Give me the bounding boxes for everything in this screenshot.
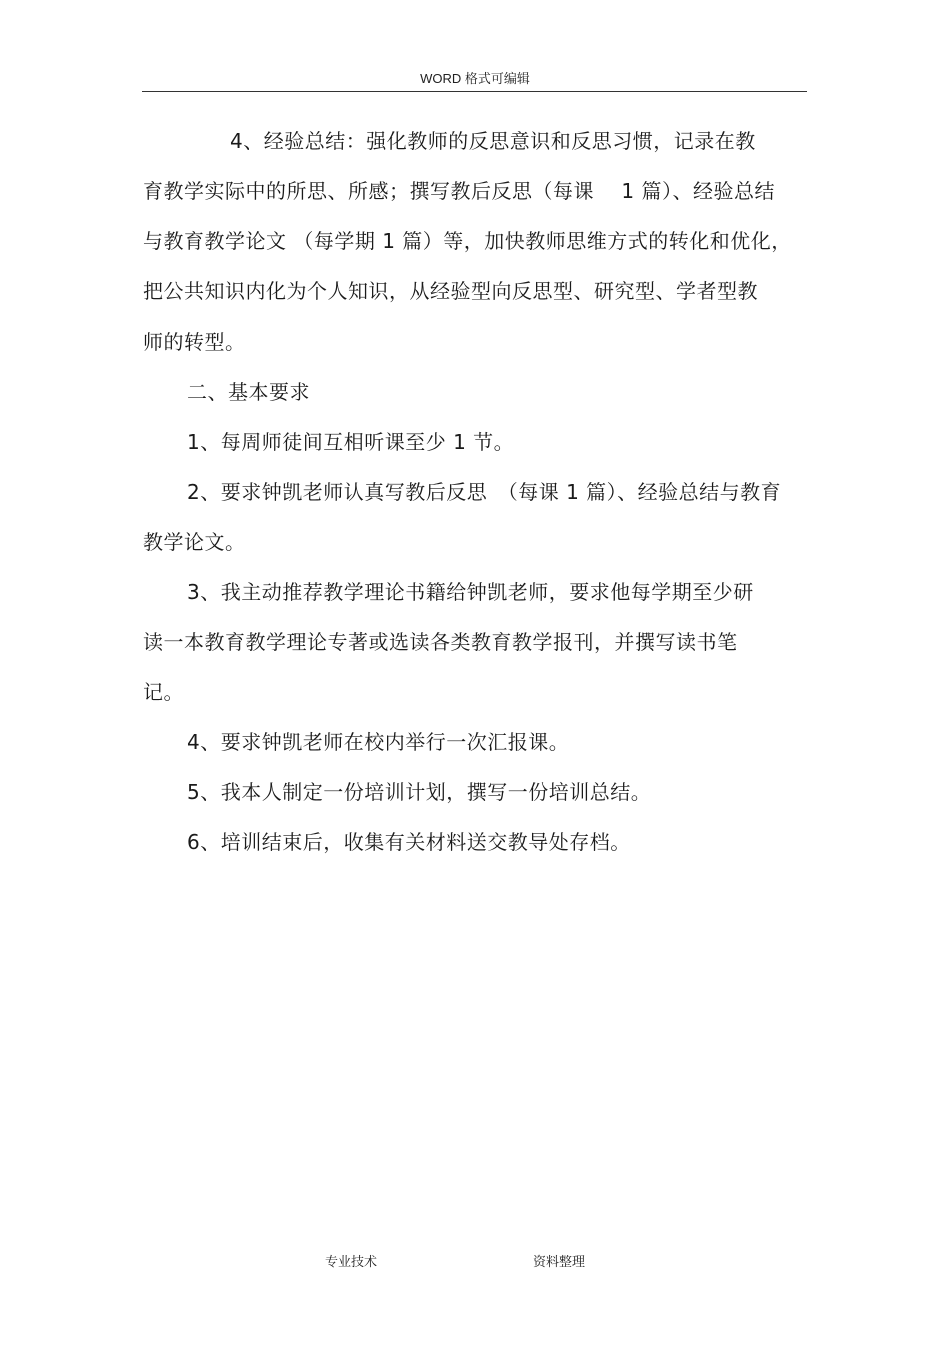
- list-item: 2、要求钟凯老师认真写教后反思 （每课 1 篇）、经验总结与教育: [187, 480, 782, 504]
- header-divider: [142, 91, 807, 92]
- footer-left-text: 专业技术: [325, 1255, 378, 1270]
- list-item: 5、我本人制定一份培训计划，撰写一份培训总结。: [187, 780, 652, 804]
- paragraph-line: 与教育教学论文 （每学期 1 篇）等，加快教师思维方式的转化和优化，: [143, 229, 792, 253]
- list-item: 1、每周师徒间互相听课至少 1 节。: [187, 430, 515, 454]
- paragraph-line: 师的转型。: [143, 330, 246, 354]
- paragraph-line: 4、经验总结：强化教师的反思意识和反思习惯，记录在教: [230, 129, 756, 153]
- list-item-continuation: 读一本教育教学理论专著或选读各类教育教学报刊，并撰写读书笔: [143, 630, 738, 654]
- section-heading: 二、基本要求: [187, 380, 310, 404]
- list-item: 6、培训结束后，收集有关材料送交教导处存档。: [187, 830, 631, 854]
- paragraph-line: 把公共知识内化为个人知识，从经验型向反思型、研究型、学者型教: [143, 279, 758, 303]
- list-item-continuation: 教学论文。: [143, 530, 246, 554]
- list-item: 4、要求钟凯老师在校内举行一次汇报课。: [187, 730, 570, 754]
- paragraph-line: 育教学实际中的所思、所感；撰写教后反思（每课 1 篇）、经验总结: [143, 179, 775, 203]
- footer-right-text: 资料整理: [533, 1255, 586, 1270]
- list-item-continuation: 记。: [143, 680, 184, 704]
- list-item: 3、我主动推荐教学理论书籍给钟凯老师，要求他每学期至少研: [187, 580, 754, 604]
- page-header: WORD 格式可编辑: [420, 71, 530, 86]
